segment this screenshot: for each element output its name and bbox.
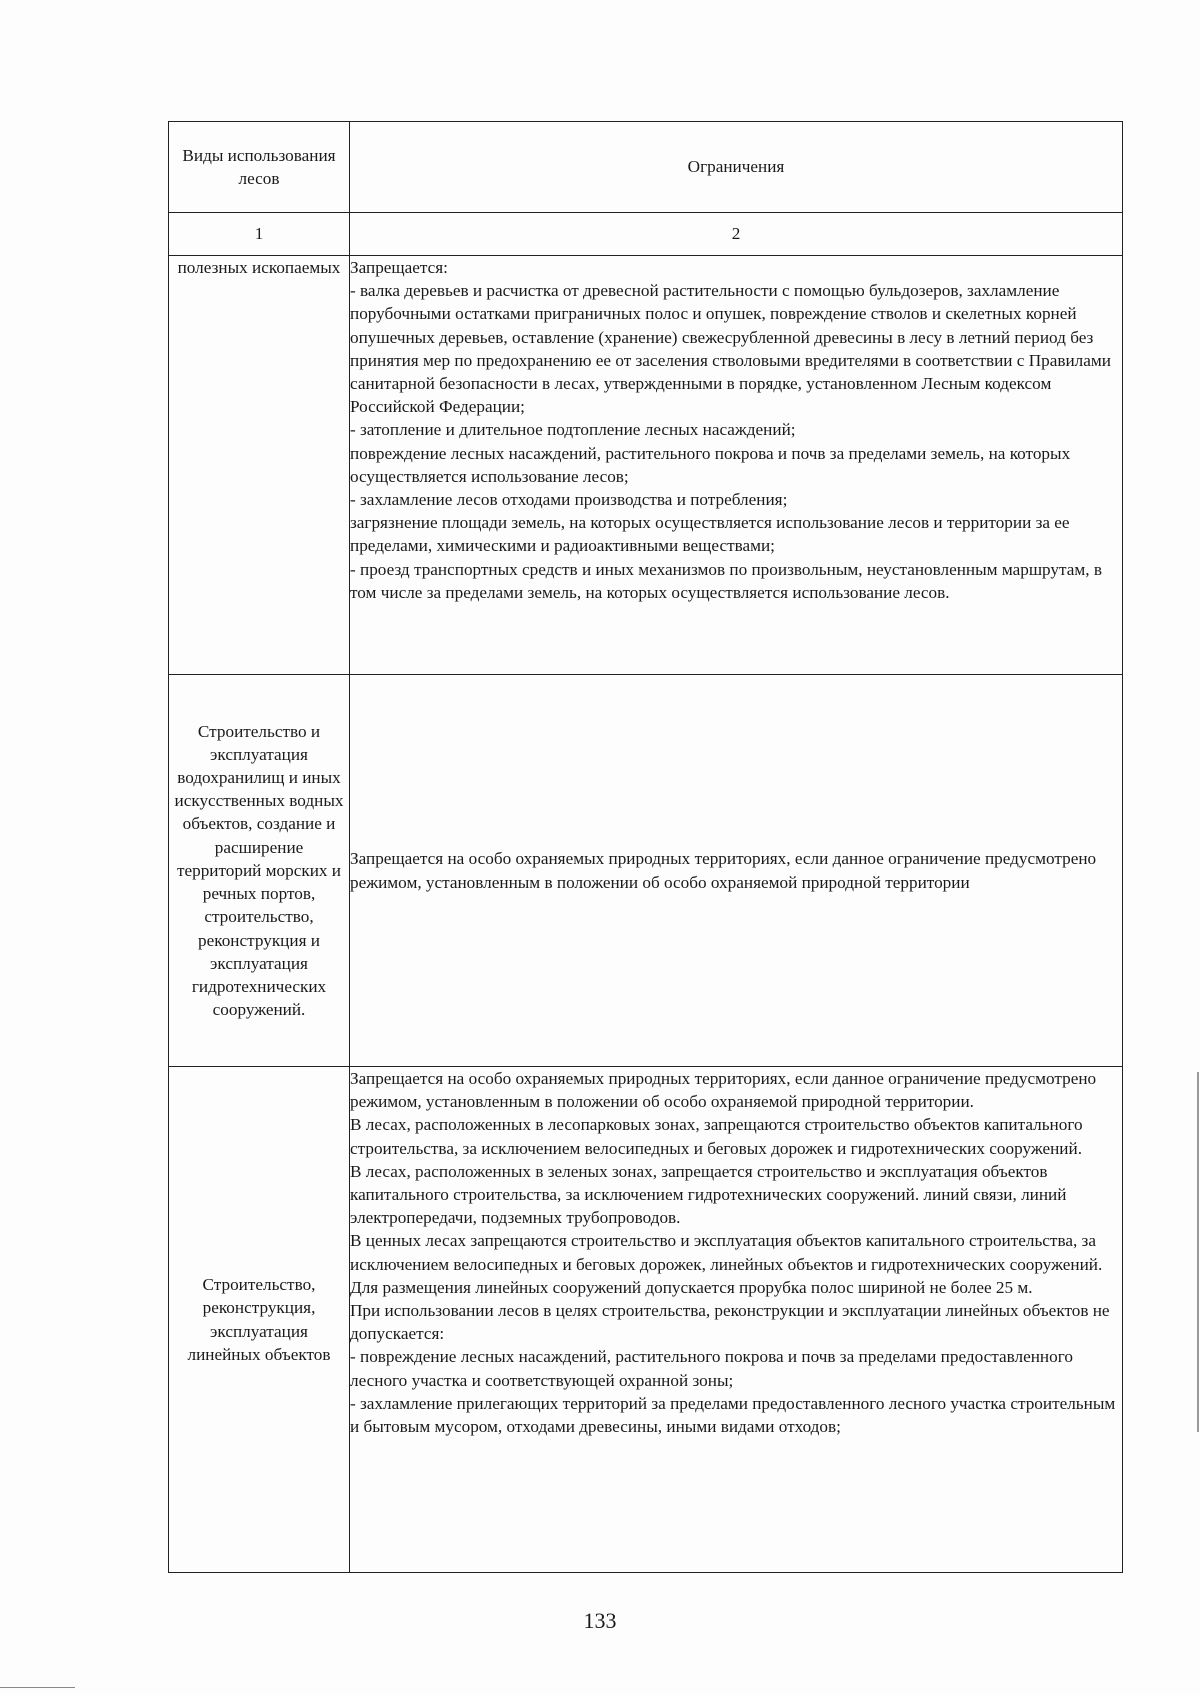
restriction-line: - проезд транспортных средств и иных механизмов по произвольным, неустановленным маршрутам, в том числе за пределами земель, на которых осуществляется использование лесов. <box>350 559 1102 602</box>
forest-use-type-cell: полезных ископаемых <box>169 256 350 675</box>
restriction-line: повреждение лесных насаждений, растительного покрова и почв за пределами земель, на которых осуществляется использование лесов; <box>350 443 1071 486</box>
restriction-line: Запрещается на особо охраняемых природных территориях, если данное ограничение предусмотрено режимом, установленным в положении об особо охраняемой природной территории <box>350 849 1097 892</box>
forest-use-restrictions-table <box>168 121 1123 1573</box>
table-header-row <box>169 122 1123 213</box>
scan-bottom-artifact <box>0 1687 75 1688</box>
restriction-cell <box>350 256 1123 675</box>
restriction-line: Для размещения линейных сооружений допускается прорубка полос шириной не более 25 м. <box>350 1277 1033 1297</box>
column-numbering-row <box>169 213 1123 256</box>
restriction-line: В ценных лесах запрещаются строительство и эксплуатация объектов капитального строительства, за исключением велосипедных и беговых дорожек, линейных объектов и гидротехнических сооружений. <box>350 1231 1103 1274</box>
restriction-line: В лесах, расположенных в лесопарковых зонах, запрещаются строительство объектов капитального строительства, за исключением велосипедных и беговых дорожек и гидротехнических сооружений. <box>350 1115 1083 1158</box>
table-row <box>169 675 1123 1067</box>
header-forest-use-types: Виды использования лесов <box>169 122 350 213</box>
scan-edge-artifact <box>1197 1072 1199 1432</box>
restriction-line: - захламление лесов отходами производства и потребления; <box>350 490 788 510</box>
restriction-line: загрязнение площади земель, на которых осуществляется использование лесов и территории за ее пределами, химическими и радиоактивными веществами; <box>350 513 1070 556</box>
restriction-line: При использовании лесов в целях строительства, реконструкции и эксплуатации линейных объектов не допускается: <box>350 1301 1110 1344</box>
forest-use-type-cell: Строительство, реконструкция, эксплуатация линейных объектов <box>169 1067 350 1573</box>
restriction-line: - повреждение лесных насаждений, растительного покрова и почв за пределами предоставленного лесного участка и соответствующей охранной зоны; <box>350 1347 1073 1390</box>
column-number-1: 1 <box>169 213 350 256</box>
forest-use-type-cell: Строительство и эксплуатация водохранилищ и иных искусственных водных объектов, создание и расширение территорий морских и речных портов, строительство, реконструкция и эксплуатация гидротехнических сооружений. <box>169 675 350 1067</box>
restriction-line: - затопление и длительное подтопление лесных насаждений; <box>350 420 796 440</box>
restriction-line: Запрещается на особо охраняемых природных территориях, если данное ограничение предусмотрено режимом, установленным в положении об особо охраняемой природной территории. <box>350 1069 1097 1112</box>
table-row <box>169 1067 1123 1573</box>
header-restrictions: Ограничения <box>350 122 1123 213</box>
restriction-line: Запрещается: <box>350 258 448 277</box>
restriction-cell <box>350 675 1123 1067</box>
restriction-line: В лесах, расположенных в зеленых зонах, запрещается строительство и эксплуатация объектов капитального строительства, за исключением гидротехнических сооружений. линий связи, линий электропередачи, подземных трубопроводов. <box>350 1161 1067 1228</box>
restriction-cell <box>350 1067 1123 1573</box>
table-row <box>169 256 1123 675</box>
column-number-2: 2 <box>350 213 1123 256</box>
restriction-line: - захламление прилегающих территорий за пределами предоставленного лесного участка строительным и бытовым мусором, отходами древесины, иными видами отходов; <box>350 1393 1116 1437</box>
restriction-line: - валка деревьев и расчистка от древесной растительности с помощью бульдозеров, захламление порубочными остатками приграничных полос и опушек, повреждение стволов и скелетных корней опушечных деревьев, оставление (хранение) свежесрубленной древесины в лесу в летний период без принятия мер по предохранению ее от заселения стволовыми вредителями в соответствии с Правилами санитарной безопасности в лесах, утвержденными в порядке, установленном Лесным кодексом Российской Федерации; <box>350 281 1111 417</box>
page-number: 133 <box>583 1608 617 1633</box>
